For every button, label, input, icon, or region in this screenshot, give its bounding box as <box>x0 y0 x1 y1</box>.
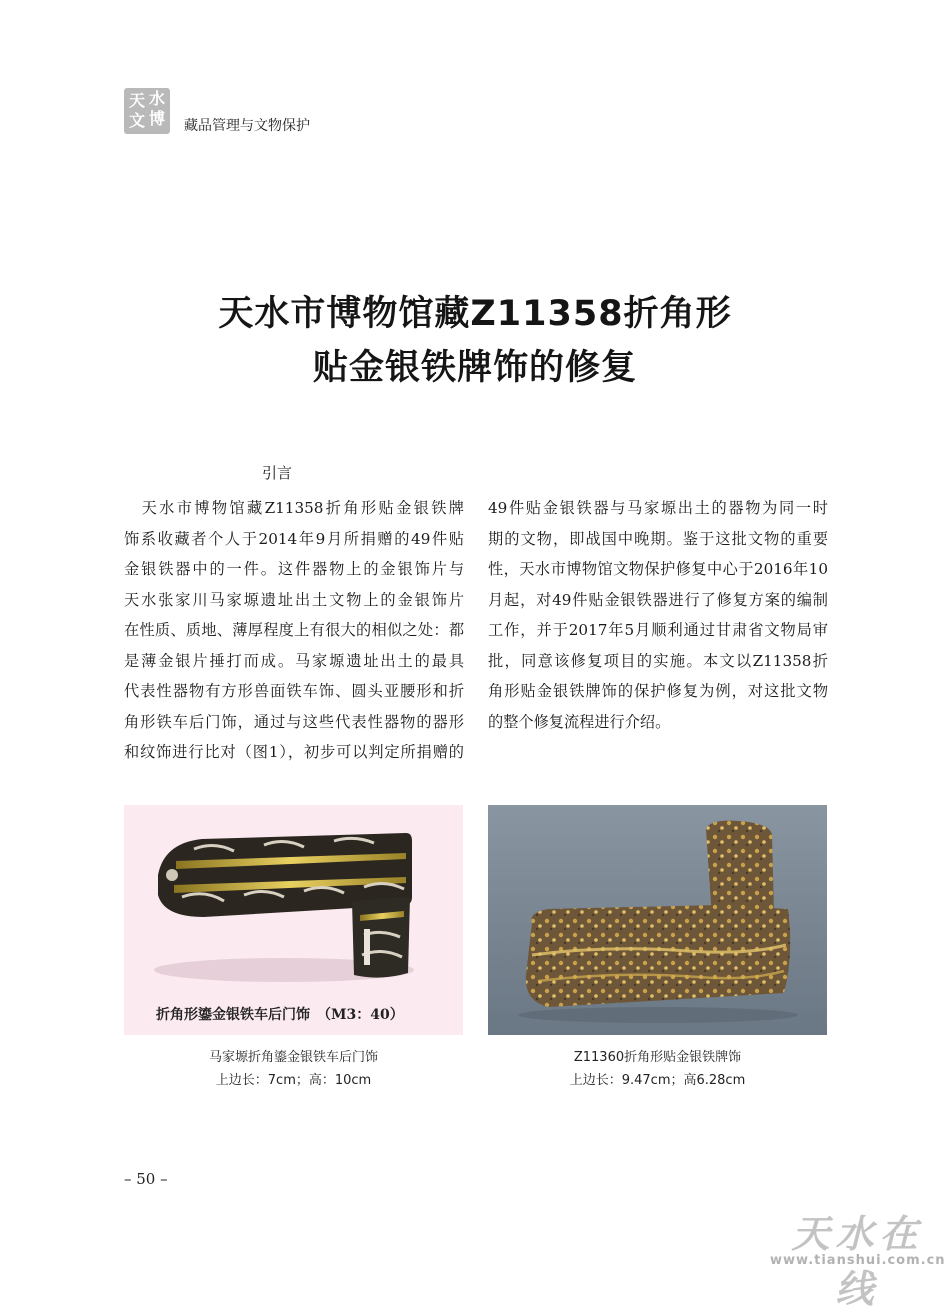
logo-char-4: 博 <box>149 109 166 128</box>
section-title: 藏品管理与文物保护 <box>184 118 310 134</box>
body-line: 月起，对49件贴金银铁器进行了修复方案的编制 <box>488 590 828 609</box>
watermark <box>770 1203 946 1311</box>
body-line: 性，天水市博物馆文物保护修复中心于2016年10 <box>488 560 828 578</box>
body-line: 天水张家川马家塬遗址出土文物上的金银饰片 <box>124 590 464 609</box>
body-line: 代表性器物有方形兽面铁车饰、圆头亚腰形和折 <box>124 682 464 700</box>
body-line: 工作，并于2017年5月顺利通过甘肃省文物局审 <box>488 621 828 639</box>
caption-line: Z11360折角形贴金银铁牌饰 <box>573 1050 742 1065</box>
body-line: 和纹饰进行比对（图1），初步可以判定所捐赠的 <box>124 743 464 761</box>
logo-char-1: 天 <box>129 91 146 110</box>
right-column <box>488 493 828 737</box>
body-line: 在性质、质地、薄厚程度上有很大的相似之处：都 <box>124 621 464 639</box>
body-line: 天水市博物馆藏Z11358折角形贴金银铁牌 <box>124 499 464 517</box>
caption-line: 上边长：7cm；高：10cm <box>215 1073 372 1088</box>
left-column <box>124 493 464 768</box>
body-line: 批，同意该修复项目的实施。本文以Z11358折 <box>488 651 828 670</box>
caption-line: 上边长：9.47cm；高6.28cm <box>569 1073 746 1088</box>
body-line: 期的文物，即战国中晚期。鉴于这批文物的重要 <box>488 529 828 548</box>
body-line: 的整个修复流程进行介绍。 <box>488 712 671 731</box>
figure-left-photo <box>124 805 463 1035</box>
page-number: – 50 – <box>124 1170 168 1188</box>
watermark-url: www.tianshui.com.cn <box>770 1253 946 1268</box>
figure-left-inner-label: 折角形鎏金银铁车后门饰 （M3：40） <box>156 1007 404 1023</box>
body-line: 49件贴金银铁器与马家塬出土的器物为同一时 <box>488 499 828 517</box>
logo-char-3: 文 <box>129 111 146 130</box>
body-line: 角形铁车后门饰，通过与这些代表性器物的器形 <box>124 712 464 731</box>
right-artifact-illustration <box>488 805 827 1035</box>
section-heading: 引言 <box>262 464 293 482</box>
logo-char-2: 水 <box>149 89 166 108</box>
watermark-text: 天水在线 <box>791 1212 924 1311</box>
body-line: 是薄金银片捶打而成。马家塬遗址出土的最具 <box>124 651 464 670</box>
caption-line: 马家塬折角鎏金银铁车后门饰 <box>208 1050 378 1065</box>
figure-left-caption <box>124 1046 463 1092</box>
article-title-line-2: 贴金银铁牌饰的修复 <box>312 348 637 388</box>
left-artifact-illustration <box>124 805 463 1035</box>
article-title-line-1: 天水市博物馆藏Z11358折角形 <box>218 294 732 334</box>
body-line: 饰系收藏者个人于2014年9月所捐赠的49件贴 <box>124 529 464 548</box>
body-line: 角形贴金银铁牌饰的保护修复为例，对这批文物 <box>488 682 828 700</box>
figure-right-caption <box>488 1046 827 1092</box>
body-line: 金银铁器中的一件。这件器物上的金银饰片与 <box>124 560 464 578</box>
journal-logo <box>124 88 170 134</box>
figure-right-photo <box>488 805 827 1035</box>
